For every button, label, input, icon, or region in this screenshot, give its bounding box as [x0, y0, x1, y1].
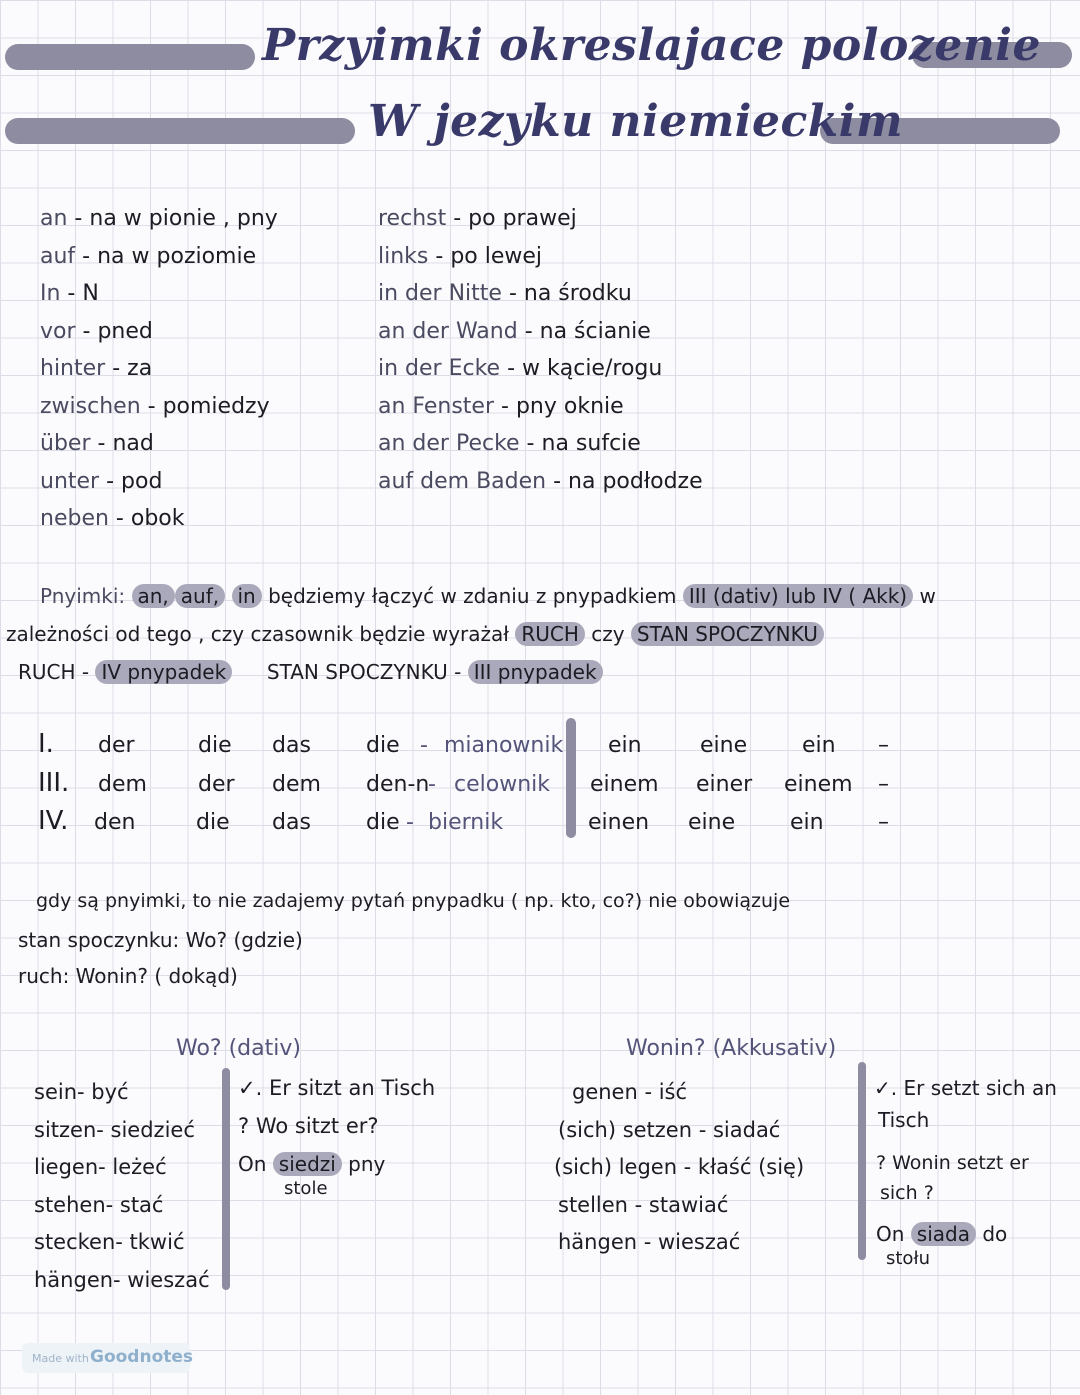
wohin-divider [858, 1062, 866, 1260]
list-item: stehen- stać [34, 1192, 164, 1217]
list-item: neben - obok [40, 506, 185, 531]
list-item: auf dem Baden - na podłodze [378, 468, 703, 494]
list-item: sitzen- siedzieć [34, 1117, 195, 1142]
list-item: In - N [40, 281, 99, 306]
rule-line-3: RUCH - IV pnypadek STAN SPOCZYNKU - III pnypadek [18, 660, 603, 684]
list-item: an der Wand - na ścianie [378, 318, 651, 344]
list-item: sein- być [34, 1080, 129, 1104]
wohin-verb-list [554, 1074, 805, 1262]
wo-divider [222, 1068, 230, 1290]
title-decor-bar [5, 44, 255, 70]
list-item: rechst - po prawej [378, 206, 577, 231]
note-line: ruch: Wonin? ( dokąd) [18, 964, 238, 988]
list-item: (sich) setzen - siadać [558, 1117, 781, 1142]
phrases-right-list [378, 200, 703, 500]
note-line: stan spoczynku: Wo? (gdzie) [18, 928, 303, 952]
list-item: in der Ecke - w kącie/rogu [378, 356, 663, 381]
list-item: auf - na w poziomie [40, 243, 257, 269]
list-item: stecken- tkwić [34, 1230, 185, 1254]
rule-line-1: Pnyimki: an, auf, in będziemy łączyć w zdaniu z pnypadkiem III (dativ) lub IV ( Akk) w [40, 584, 936, 608]
wohin-answer: On siada do [876, 1222, 1008, 1246]
wohin-answer-line2: stołu [886, 1248, 930, 1269]
page-title-line1: Przyimki okreslajace polozenie [262, 20, 1042, 71]
wohin-heading: Wonin? (Akkusativ) [626, 1036, 837, 1061]
wohin-question-line2: sich ? [880, 1182, 934, 1204]
list-item: hängen- wieszać [34, 1267, 210, 1292]
wo-example: ✓. Er sitzt an Tisch [238, 1076, 436, 1100]
list-item: genen - iść [572, 1080, 688, 1104]
wo-heading: Wo? (dativ) [176, 1036, 301, 1061]
list-item: an Fenster - pny oknie [378, 393, 624, 419]
wohin-question: ? Wonin setzt er [876, 1152, 1029, 1174]
goodnotes-watermark [22, 1343, 194, 1373]
list-item: unter - pod [40, 468, 163, 494]
goodnotes-logo: Goodnotes [90, 1347, 194, 1367]
list-item: liegen- leżeć [34, 1155, 167, 1179]
made-with-label: Made with [32, 1352, 89, 1365]
wo-verb-list [34, 1074, 210, 1299]
list-item: links - po lewej [378, 243, 543, 269]
case-row: I. der die das die - mianownik ein eine ein – [38, 729, 889, 759]
list-item: stellen - stawiać [558, 1192, 729, 1217]
list-item: in der Nitte - na środku [378, 281, 632, 306]
list-item: (sich) legen - kłaść (się) [554, 1155, 805, 1179]
case-row: III. dem der dem den-n - celownik einem einer einem – [38, 768, 889, 798]
prepositions-left-list [40, 200, 278, 538]
rule-line-2: zależności od tego , czy czasownik będzie wyrażał RUCH czy STAN SPOCZYNKU [6, 622, 824, 646]
list-item: an - na w pionie , pny [40, 206, 278, 231]
list-item: an der Pecke - na sufcie [378, 431, 641, 456]
list-item: hängen - wieszać [558, 1230, 741, 1254]
case-row: IV. den die das die - biernik einen eine ein – [38, 806, 889, 836]
list-item: zwischen - pomiedzy [40, 393, 270, 419]
list-item: über - nad [40, 431, 154, 456]
wohin-example-line2: Tisch [878, 1108, 930, 1132]
wo-answer-line2: stole [284, 1178, 328, 1199]
wo-answer: On siedzi pny [238, 1152, 386, 1176]
page-title-line2: W jezyku niemieckim [368, 96, 904, 147]
wohin-example: ✓. Er setzt sich an [874, 1076, 1057, 1100]
note-line: gdy są pnyimki, to nie zadajemy pytań pnypadku ( np. kto, co?) nie obowiązuje [36, 890, 791, 912]
list-item: hinter - za [40, 356, 153, 381]
wo-question: ? Wo sitzt er? [238, 1114, 379, 1138]
list-item: vor - pned [40, 318, 153, 344]
title-decor-bar [5, 118, 355, 144]
